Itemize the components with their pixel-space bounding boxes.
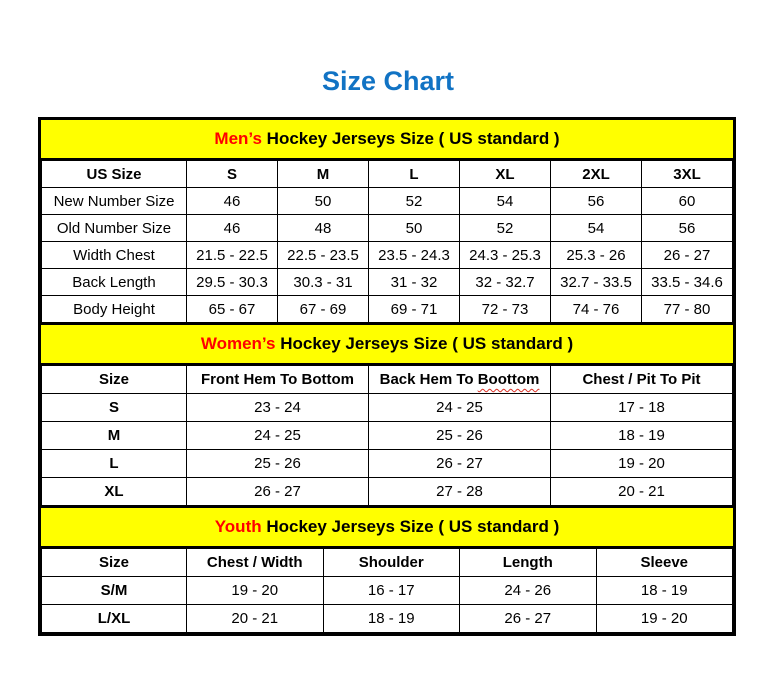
cell: 29.5 - 30.3 xyxy=(187,269,278,296)
row-label: S/M xyxy=(42,577,187,605)
cell: 25.3 - 26 xyxy=(551,242,642,269)
cell: 50 xyxy=(278,188,369,215)
cell: 31 - 32 xyxy=(369,269,460,296)
womens-col-header-back-prefix: Back Hem To xyxy=(379,371,478,388)
womens-size-table xyxy=(41,365,733,506)
cell: 67 - 69 xyxy=(278,296,369,323)
row-label: Back Length xyxy=(42,269,187,296)
mens-col-header: 2XL xyxy=(551,161,642,188)
youth-col-header: Size xyxy=(42,549,187,577)
row-label: S xyxy=(42,394,187,422)
womens-col-header: Size xyxy=(42,366,187,394)
womens-section-banner xyxy=(41,323,733,365)
mens-banner-highlight: Men’s xyxy=(214,129,262,148)
cell: 54 xyxy=(551,215,642,242)
youth-header-row xyxy=(42,549,733,577)
row-label: M xyxy=(42,422,187,450)
youth-col-header: Shoulder xyxy=(323,549,460,577)
cell: 46 xyxy=(187,188,278,215)
cell: 69 - 71 xyxy=(369,296,460,323)
cell: 74 - 76 xyxy=(551,296,642,323)
youth-banner-text: Hockey Jerseys Size ( US standard ) xyxy=(261,517,560,536)
womens-banner-highlight: Women’s xyxy=(200,334,276,353)
mens-section-banner xyxy=(41,120,733,160)
cell: 27 - 28 xyxy=(369,478,551,506)
youth-col-header: Length xyxy=(460,549,597,577)
cell: 18 - 19 xyxy=(551,422,733,450)
cell: 30.3 - 31 xyxy=(278,269,369,296)
table-row xyxy=(42,450,733,478)
mens-col-header: 3XL xyxy=(642,161,733,188)
row-label: XL xyxy=(42,478,187,506)
mens-col-header: US Size xyxy=(42,161,187,188)
cell: 21.5 - 22.5 xyxy=(187,242,278,269)
row-label: Old Number Size xyxy=(42,215,187,242)
cell: 33.5 - 34.6 xyxy=(642,269,733,296)
table-row xyxy=(42,215,733,242)
cell: 25 - 26 xyxy=(369,422,551,450)
cell: 26 - 27 xyxy=(187,478,369,506)
cell: 20 - 21 xyxy=(187,605,324,633)
cell: 46 xyxy=(187,215,278,242)
cell: 26 - 27 xyxy=(460,605,597,633)
table-row xyxy=(42,188,733,215)
table-row xyxy=(42,394,733,422)
table-row xyxy=(42,242,733,269)
cell: 72 - 73 xyxy=(460,296,551,323)
womens-col-header: Front Hem To Bottom xyxy=(187,366,369,394)
cell: 19 - 20 xyxy=(187,577,324,605)
womens-header-row xyxy=(42,366,733,394)
cell: 48 xyxy=(278,215,369,242)
youth-banner-highlight: Youth xyxy=(214,517,262,536)
cell: 32 - 32.7 xyxy=(460,269,551,296)
table-row xyxy=(42,422,733,450)
mens-size-table xyxy=(41,160,733,323)
page-title: Size Chart xyxy=(321,66,455,96)
cell: 16 - 17 xyxy=(323,577,460,605)
row-label: L/XL xyxy=(42,605,187,633)
youth-col-header: Sleeve xyxy=(596,549,733,577)
youth-size-table xyxy=(41,548,733,633)
mens-banner-text: Hockey Jerseys Size ( US standard ) xyxy=(261,129,560,148)
cell: 25 - 26 xyxy=(187,450,369,478)
cell: 22.5 - 23.5 xyxy=(278,242,369,269)
table-row xyxy=(42,478,733,506)
row-label: Body Height xyxy=(42,296,187,323)
size-chart xyxy=(38,117,736,636)
cell: 56 xyxy=(551,188,642,215)
cell: 19 - 20 xyxy=(551,450,733,478)
cell: 32.7 - 33.5 xyxy=(551,269,642,296)
row-label: Width Chest xyxy=(42,242,187,269)
cell: 60 xyxy=(642,188,733,215)
table-row xyxy=(42,577,733,605)
cell: 65 - 67 xyxy=(187,296,278,323)
row-label: L xyxy=(42,450,187,478)
cell: 52 xyxy=(460,215,551,242)
table-row xyxy=(42,269,733,296)
cell: 77 - 80 xyxy=(642,296,733,323)
womens-col-header: Chest / Pit To Pit xyxy=(551,366,733,394)
cell: 19 - 20 xyxy=(596,605,733,633)
cell: 18 - 19 xyxy=(596,577,733,605)
youth-section-banner xyxy=(41,506,733,548)
cell: 23 - 24 xyxy=(187,394,369,422)
row-label: New Number Size xyxy=(42,188,187,215)
womens-col-header-misspelled-word: Boottom xyxy=(477,371,540,388)
mens-header-row xyxy=(42,161,733,188)
cell: 52 xyxy=(369,188,460,215)
youth-col-header: Chest / Width xyxy=(187,549,324,577)
cell: 26 - 27 xyxy=(369,450,551,478)
cell: 54 xyxy=(460,188,551,215)
mens-col-header: M xyxy=(278,161,369,188)
cell: 18 - 19 xyxy=(323,605,460,633)
mens-col-header: XL xyxy=(460,161,551,188)
womens-col-header xyxy=(369,366,551,394)
womens-banner-text: Hockey Jerseys Size ( US standard ) xyxy=(275,334,574,353)
cell: 24 - 26 xyxy=(460,577,597,605)
cell: 24 - 25 xyxy=(187,422,369,450)
cell: 24 - 25 xyxy=(369,394,551,422)
mens-col-header: S xyxy=(187,161,278,188)
cell: 56 xyxy=(642,215,733,242)
table-row xyxy=(42,296,733,323)
table-row xyxy=(42,605,733,633)
mens-col-header: L xyxy=(369,161,460,188)
cell: 24.3 - 25.3 xyxy=(460,242,551,269)
cell: 50 xyxy=(369,215,460,242)
cell: 20 - 21 xyxy=(551,478,733,506)
cell: 23.5 - 24.3 xyxy=(369,242,460,269)
cell: 26 - 27 xyxy=(642,242,733,269)
cell: 17 - 18 xyxy=(551,394,733,422)
